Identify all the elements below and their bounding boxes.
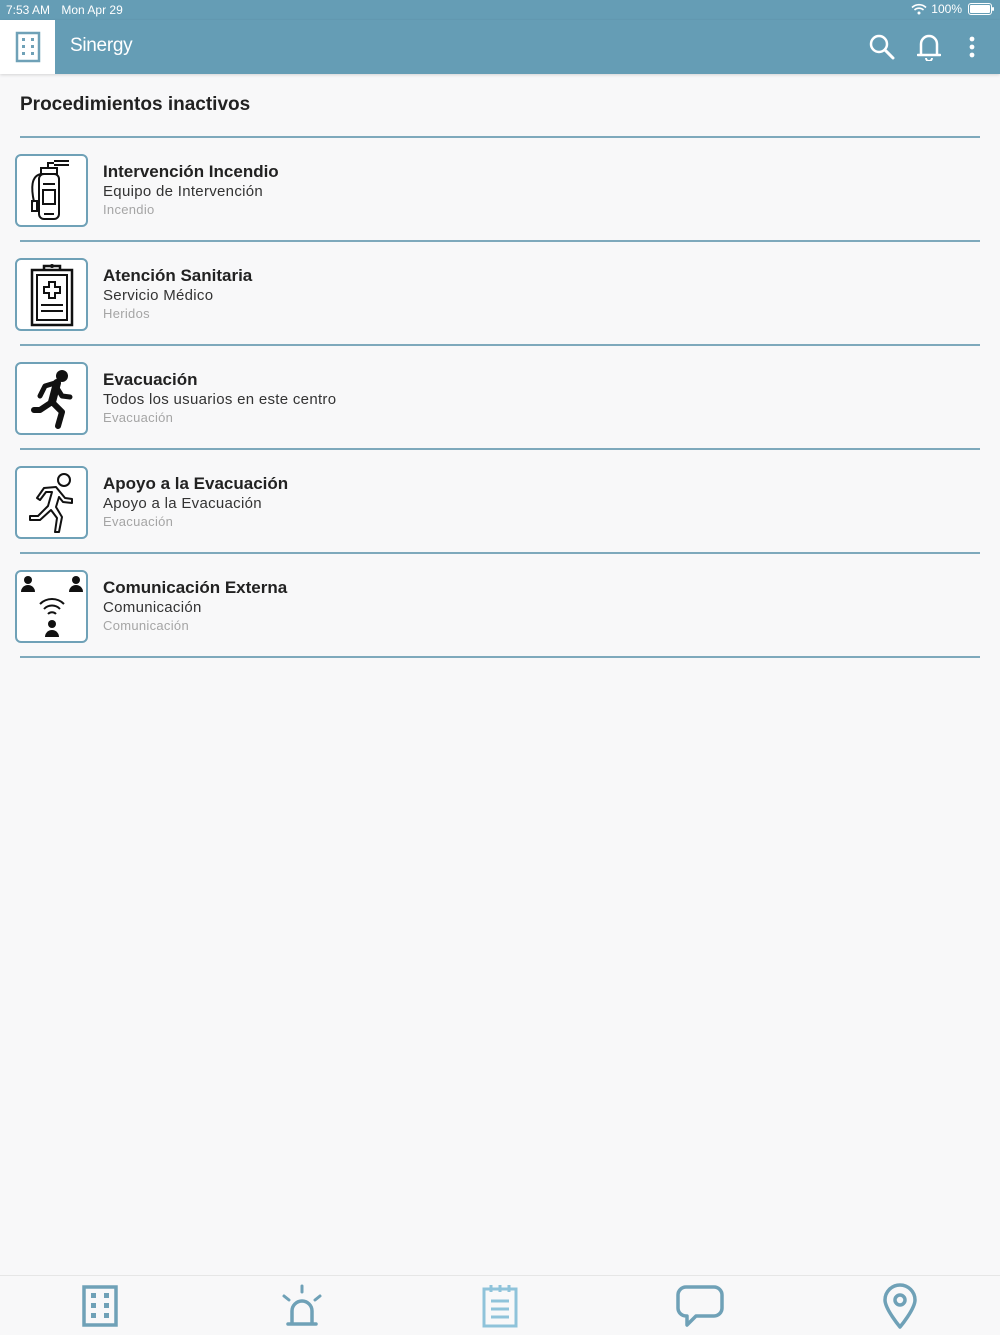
procedure-title: Intervención Incendio [103,162,279,181]
procedure-icon-box [15,258,88,331]
procedure-item-atencion-sanitaria[interactable] [0,242,1000,344]
app-logo[interactable] [0,20,55,74]
procedure-category: Evacuación [103,514,174,529]
more-vertical-icon [968,35,976,59]
procedure-item-apoyo-evacuacion[interactable] [0,450,1000,552]
battery-icon [968,3,992,15]
procedure-item-evacuacion[interactable] [0,346,1000,448]
page-title: Procedimientos inactivos [20,94,251,115]
people-broadcast-icon [19,574,85,640]
chat-bubble-icon [676,1284,724,1328]
procedure-subtitle: Servicio Médico [103,287,214,304]
procedure-icon-box [15,154,88,227]
bell-icon [917,33,941,61]
procedure-category: Incendio [103,202,155,217]
procedure-subtitle: Comunicación [103,599,202,616]
search-button[interactable] [867,32,897,62]
wifi-icon [911,3,927,15]
tab-building[interactable] [75,1282,125,1330]
procedure-subtitle: Todos los usuarios en este centro [103,391,337,408]
procedures-list [0,136,1000,658]
location-pin-icon [882,1283,918,1329]
fire-extinguisher-icon [24,158,80,224]
procedure-title: Comunicación Externa [103,578,288,597]
procedure-title: Evacuación [103,370,198,389]
procedure-icon-box [15,362,88,435]
status-bar [0,0,1000,20]
divider [20,656,980,658]
notepad-icon [481,1283,519,1329]
status-date: Mon Apr 29 [61,3,123,17]
procedure-item-intervencion-incendio[interactable] [0,138,1000,240]
battery-percent: 100% [931,2,962,16]
bottom-tab-bar [0,1275,1000,1335]
search-icon [868,33,896,61]
procedure-category: Evacuación [103,410,174,425]
tab-alarms[interactable] [277,1282,327,1330]
procedure-category: Comunicación [103,618,189,633]
tab-messages[interactable] [675,1282,725,1330]
tab-location[interactable] [875,1282,925,1330]
medical-clipboard-icon [24,262,80,328]
running-person-icon [24,366,80,432]
app-bar [0,20,1000,74]
procedure-icon-box [15,570,88,643]
procedure-icon-box [15,466,88,539]
tab-notes[interactable] [475,1282,525,1330]
building-icon [81,1284,119,1328]
more-options-button[interactable] [957,32,987,62]
app-title: Sinergy [70,35,133,56]
building-icon [15,31,41,63]
status-time: 7:53 AM [6,3,51,17]
alarm-siren-icon [277,1284,327,1328]
procedure-title: Atención Sanitaria [103,266,253,285]
procedure-category: Heridos [103,306,150,321]
procedure-title: Apoyo a la Evacuación [103,474,289,493]
procedure-subtitle: Equipo de Intervención [103,183,264,200]
running-person-outline-icon [24,470,80,536]
notifications-button[interactable] [914,32,944,62]
procedure-subtitle: Apoyo a la Evacuación [103,495,262,512]
procedure-item-comunicacion-externa[interactable] [0,554,1000,656]
